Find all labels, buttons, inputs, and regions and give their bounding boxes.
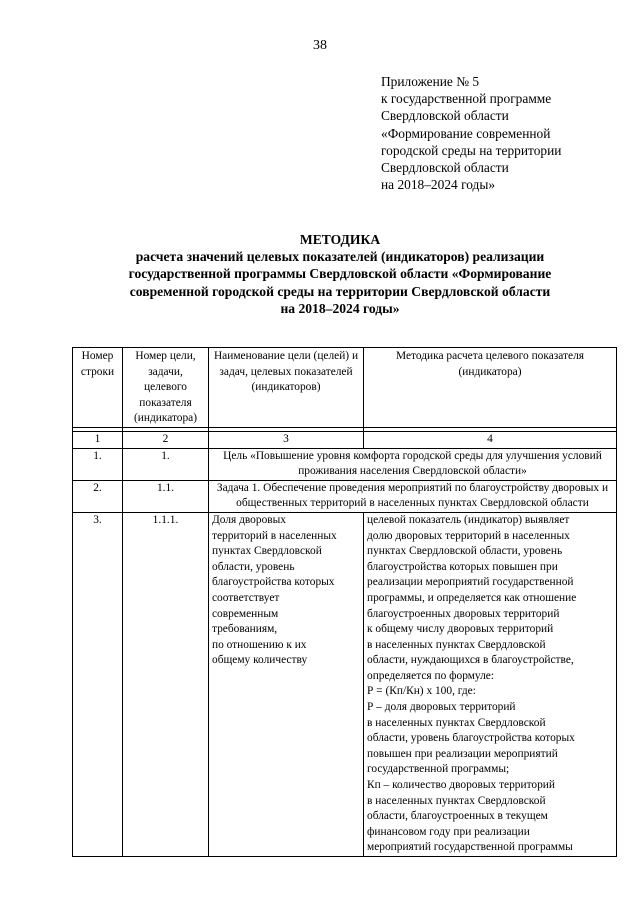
method-line: Р – доля дворовых территорий: [367, 701, 516, 714]
method-line: благоустройства которых повышен при: [367, 560, 558, 573]
method-line: мероприятий государственной программы: [367, 841, 573, 854]
method-line: государственной программы;: [367, 763, 510, 776]
table-row-task: [73, 480, 617, 512]
indicator-name-line: по отношению к их: [212, 638, 307, 651]
page-number: 38: [313, 38, 327, 53]
appendix-line: Свердловской области: [381, 108, 509, 124]
table-column-number-row: [73, 431, 617, 448]
row-number: 2.: [73, 480, 123, 512]
appendix-line: на 2018–2024 годы»: [381, 177, 496, 193]
method-line: определяется по формуле:: [367, 669, 495, 682]
title-line: государственной программы Свердловской области «Формирование: [128, 266, 552, 282]
indicator-method: [364, 512, 617, 856]
method-line: программы, и определяется как отношение: [367, 591, 577, 604]
method-line: долю дворовых территорий в населенных: [367, 529, 570, 542]
method-line: Кп – количество дворовых территорий: [367, 779, 555, 792]
goal-text: Цель «Повышение уровня комфорта городской среды для улучшения условий проживания населения Свердловской области»: [209, 448, 617, 480]
indicator-name-line: соответствует: [212, 591, 280, 604]
appendix-block: [381, 73, 621, 193]
row-number: 3.: [73, 512, 123, 856]
method-line: в населенных пунктах Свердловской: [367, 638, 546, 651]
method-formula: Р = (Кп/Кн) х 100, где:: [367, 685, 476, 698]
header-code: Номер цели, задачи, целевого показателя (индикатора): [123, 348, 209, 428]
method-line: к общему числу дворовых территорий: [367, 623, 554, 636]
column-number: 3: [209, 431, 364, 448]
indicator-name-line: области, уровень: [212, 560, 295, 573]
row-code: 1.1.: [123, 480, 209, 512]
indicator-name-line: благоустройства которых: [212, 576, 335, 589]
column-number: 4: [364, 431, 617, 448]
indicator-name-line: пунктах Свердловской: [212, 545, 322, 558]
appendix-line: к государственной программе: [381, 91, 552, 107]
title-line: современной городской среды на территории Свердловской области: [129, 283, 551, 299]
title-heading: МЕТОДИКА: [299, 232, 381, 247]
header-row-number: Номер строки: [73, 348, 123, 428]
method-line: повышен при реализации мероприятий: [367, 747, 558, 760]
table-row-indicator: [73, 512, 617, 856]
table-header-row: [73, 348, 617, 428]
appendix-line: городской среды на территории: [381, 142, 562, 158]
appendix-line: «Формирование современной: [381, 125, 551, 141]
row-code: 1.1.1.: [123, 512, 209, 856]
title-line: на 2018–2024 годы»: [280, 300, 400, 316]
methodology-table: [72, 347, 617, 857]
appendix-line: Свердловской области: [381, 160, 509, 176]
indicator-name-line: общему количеству: [212, 654, 308, 667]
method-line: целевой показатель (индикатор) выявляет: [367, 513, 570, 526]
appendix-line: Приложение № 5: [381, 74, 480, 89]
indicator-name-line: современным: [212, 607, 279, 620]
indicator-name-line: Доля дворовых: [212, 513, 286, 526]
title-line: расчета значений целевых показателей (индикаторов) реализации: [135, 249, 545, 265]
header-method: Методика расчета целевого показателя (индикатора): [364, 348, 617, 428]
indicator-name-line: территорий в населенных: [212, 529, 337, 542]
column-number: 2: [123, 431, 209, 448]
header-name: Наименование цели (целей) и задач, целевых показателей (индикаторов): [209, 348, 364, 428]
method-line: области, уровень благоустройства которых: [367, 732, 575, 745]
column-number: 1: [73, 431, 123, 448]
document-title: [60, 231, 620, 317]
table-row-goal: [73, 448, 617, 480]
method-line: благоустроенных дворовых территорий: [367, 607, 560, 620]
method-line: в населенных пунктах Свердловской: [367, 716, 546, 729]
row-code: 1.: [123, 448, 209, 480]
method-line: в населенных пунктах Свердловской: [367, 794, 546, 807]
indicator-name: [209, 512, 364, 856]
task-text: Задача 1. Обеспечение проведения мероприятий по благоустройству дворовых и общественных территорий в населенных пунктах Свердловской области: [209, 480, 617, 512]
method-line: области, нуждающихся в благоустройстве,: [367, 654, 574, 667]
method-line: области, благоустроенных в текущем: [367, 810, 548, 823]
indicator-name-line: требованиям,: [212, 623, 278, 636]
method-line: реализации мероприятий государственной: [367, 576, 574, 589]
row-number: 1.: [73, 448, 123, 480]
method-line: пунктах Свердловской области, уровень: [367, 545, 563, 558]
method-line: финансовом году при реализации: [367, 825, 530, 838]
